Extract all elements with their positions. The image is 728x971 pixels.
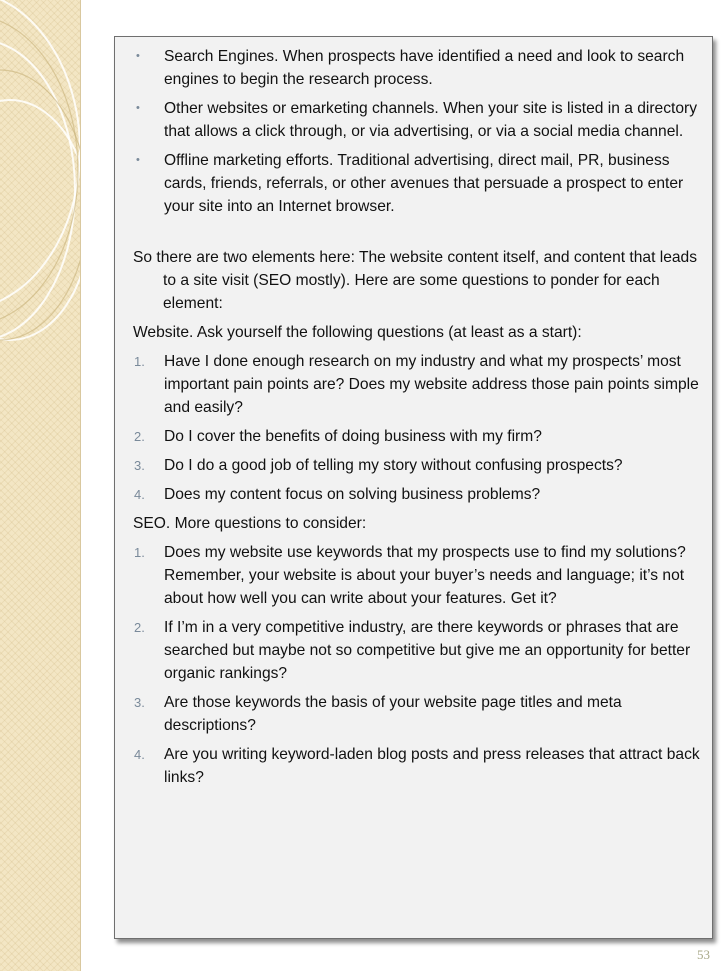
website-question-item (134, 350, 704, 419)
question-text: Do I do a good job of telling my story without confusing prospects? (164, 457, 623, 474)
intro-paragraph: So there are two elements here: The website content itself, and content that leads to a site visit (SEO mostly). Here are some questions to ponder for each element: (133, 249, 698, 312)
website-question-item (134, 454, 704, 477)
spacer (134, 224, 704, 246)
seo-question-item (134, 616, 704, 685)
list-number: 3. (134, 695, 145, 710)
bullet-text: Other websites or emarketing channels. When your site is listed in a directory that allows a click through, or via advertising, or via a social media channel. (164, 100, 698, 140)
question-text: Are those keywords the basis of your website page titles and meta descriptions? (164, 694, 622, 734)
bullet-marker: • (136, 50, 140, 62)
question-text: Have I done enough research on my industry and what my prospects’ most important pain points are? Does my website address those pain points simple and easily? (164, 353, 699, 416)
question-text: If I’m in a very competitive industry, are there keywords or phrases that are searched but maybe not so competitive but give me an opportunity for better organic rankings? (164, 619, 691, 682)
seo-question-item (134, 691, 704, 737)
list-number: 3. (134, 458, 145, 473)
list-number: 4. (134, 487, 145, 502)
seo-question-item (134, 743, 704, 789)
bullet-marker: • (136, 102, 140, 114)
decorative-swirl-graphic (0, 0, 80, 971)
seo-question-item (134, 541, 704, 610)
list-number: 1. (134, 354, 145, 369)
question-text: Does my website use keywords that my prospects use to find my solutions? Remember, your website is about your buyer’s needs and language; it’s not about how well you can write about your features. Get it? (164, 544, 686, 607)
list-number: 2. (134, 429, 145, 444)
website-question-item (134, 483, 704, 506)
decorative-side-panel (0, 0, 81, 971)
list-number: 4. (134, 747, 145, 762)
bullet-text: Offline marketing efforts. Traditional advertising, direct mail, PR, business cards, friends, referrals, or other avenues that persuade a prospect to enter your site into an Internet browser. (164, 152, 684, 215)
website-heading: Website. Ask yourself the following questions (at least as a start): (133, 324, 582, 341)
bullet-item (134, 97, 704, 143)
list-number: 2. (134, 620, 145, 635)
website-question-item (134, 425, 704, 448)
question-text: Does my content focus on solving business problems? (164, 486, 541, 503)
bullet-text: Search Engines. When prospects have identified a need and look to search engines to begin the research process. (164, 48, 685, 88)
document-content (134, 45, 704, 795)
seo-heading: SEO. More questions to consider: (133, 515, 367, 532)
list-number: 1. (134, 545, 145, 560)
bullet-marker: • (136, 154, 140, 166)
bullet-item (134, 149, 704, 218)
question-text: Are you writing keyword-laden blog posts and press releases that attract back links? (164, 746, 700, 786)
bullet-item (134, 45, 704, 91)
question-text: Do I cover the benefits of doing business with my firm? (164, 428, 542, 445)
page-number: 53 (697, 947, 710, 962)
